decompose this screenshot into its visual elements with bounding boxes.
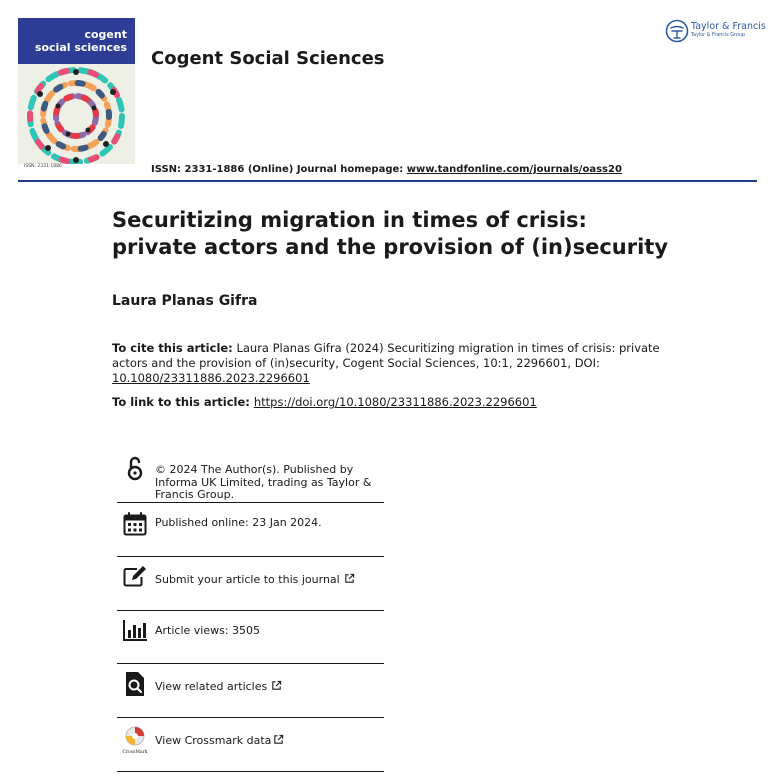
external-link-icon — [273, 734, 284, 745]
edit-icon — [122, 564, 148, 590]
related-articles-link[interactable] — [155, 680, 385, 694]
info-item-views — [117, 611, 384, 664]
info-item-related[interactable] — [117, 664, 384, 718]
info-item-submit[interactable] — [117, 557, 384, 611]
info-divider — [117, 771, 384, 772]
journal-title: Cogent Social Sciences — [151, 48, 385, 69]
article-title: Securitizing migration in times of crisis: private actors and the provision of (in)security — [112, 208, 669, 259]
submit-article-label: Submit your article to this journal — [155, 573, 340, 586]
info-item-license — [117, 456, 384, 504]
journal-homepage-link[interactable]: www.tandfonline.com/journals/oass20 — [406, 164, 622, 175]
cover-artwork — [18, 64, 135, 174]
info-divider — [117, 502, 384, 503]
info-item-published — [117, 504, 384, 557]
journal-cover-image — [18, 18, 135, 174]
citation-text: Laura Planas Gifra (2024) Securitizing migration in times of crisis: private actors and the provision of (in)security, Cogent Social Sciences, 10:1, 2296601, DOI: — [112, 341, 660, 370]
taylor-francis-icon — [665, 19, 689, 43]
article-link-line — [112, 395, 537, 410]
cover-issn: ISSN: 2331-1886 — [24, 164, 62, 169]
citation-label: To cite this article: — [112, 341, 233, 355]
license-text: © 2024 The Author(s). Published by Informa UK Limited, trading as Taylor & Francis Group. — [155, 463, 372, 501]
open-access-icon — [122, 456, 148, 482]
crossmark-label: View Crossmark data — [155, 734, 272, 747]
bar-chart-icon — [122, 617, 148, 643]
publisher-name: Taylor & Francis — [691, 21, 766, 32]
calendar-icon — [122, 511, 148, 537]
article-views-text: Article views: 3505 — [155, 624, 261, 637]
issn-line — [151, 164, 622, 175]
article-link-label: To link to this article: — [112, 395, 250, 409]
cover-brand — [18, 18, 135, 64]
external-link-icon — [344, 573, 355, 584]
related-articles-label: View related articles — [155, 680, 268, 693]
search-document-icon — [122, 671, 148, 697]
cover-brand-line1: cogent — [84, 28, 127, 41]
citation-block — [112, 341, 672, 386]
crossmark-badge-text: CrossMark — [122, 750, 148, 755]
info-item-crossmark[interactable] — [117, 718, 384, 773]
crossmark-icon — [121, 725, 149, 755]
cover-brand-line2: social sciences — [34, 41, 127, 54]
article-author: Laura Planas Gifra — [112, 293, 258, 309]
article-doi-link[interactable]: https://doi.org/10.1080/23311886.2023.2296601 — [253, 395, 537, 409]
publisher-subname: Taylor & Francis Group — [691, 33, 745, 38]
issn-label: ISSN: 2331-1886 (Online) Journal homepage: — [151, 164, 407, 175]
citation-doi-link[interactable]: 10.1080/23311886.2023.2296601 — [112, 371, 310, 385]
header-divider — [18, 180, 757, 182]
external-link-icon — [271, 680, 282, 691]
submit-article-link[interactable] — [155, 573, 385, 587]
published-date-text: Published online: 23 Jan 2024. — [155, 516, 322, 529]
crossmark-link[interactable] — [155, 734, 385, 748]
publisher-logo[interactable] — [665, 18, 766, 44]
